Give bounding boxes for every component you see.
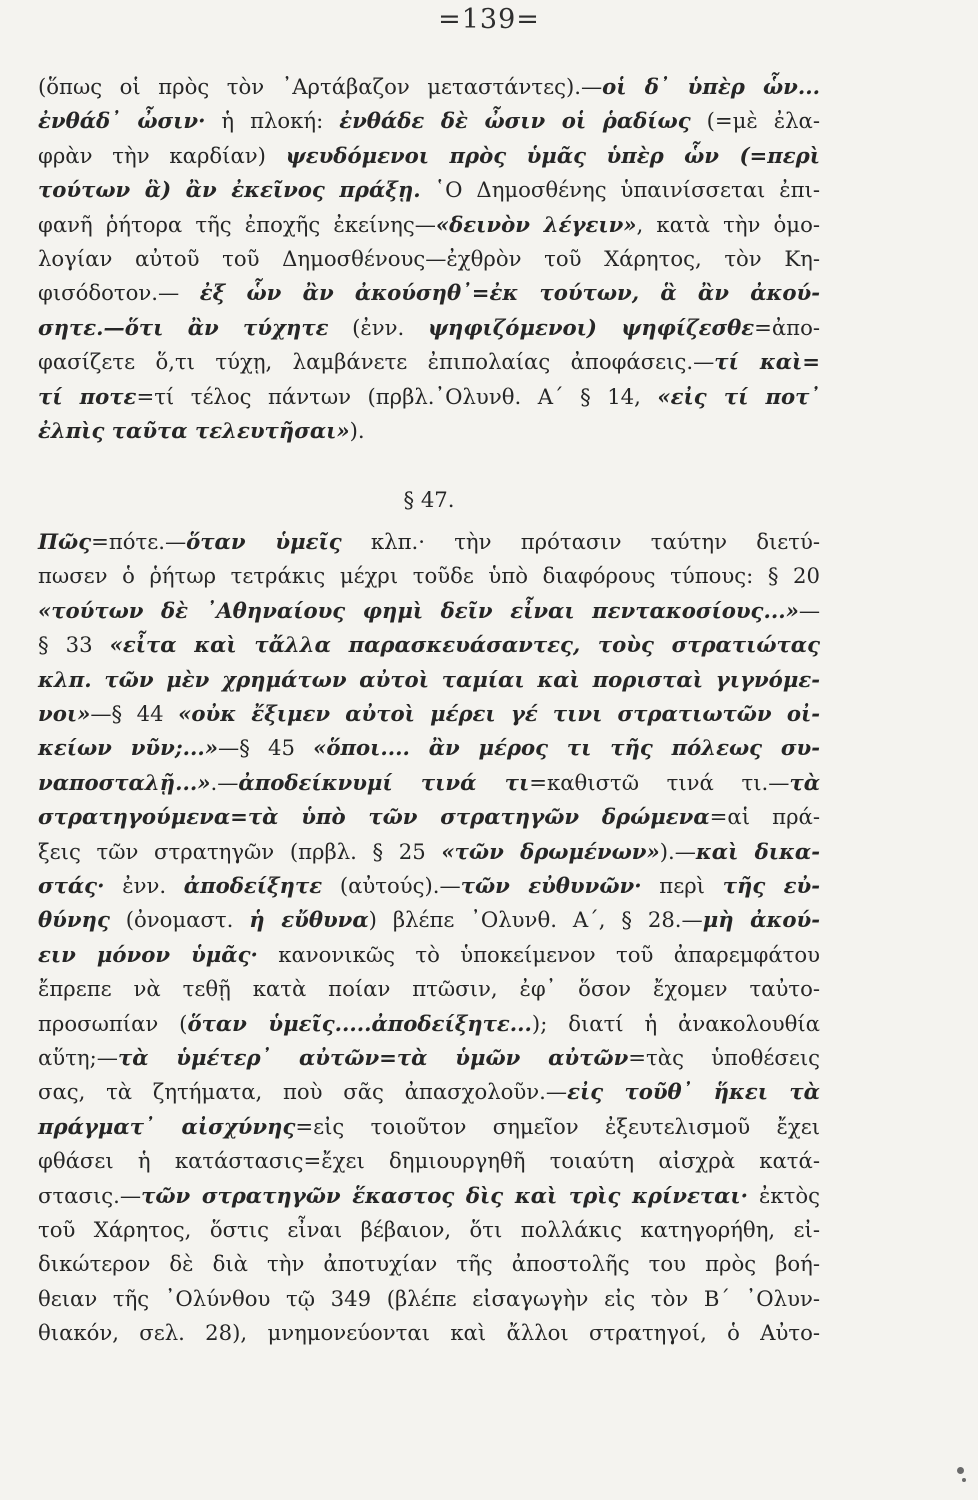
gloss-text: =εἰς τοιοῦτον σημεῖον ἐξευτελισμοῦ ἔχει xyxy=(295,1113,820,1139)
text-line xyxy=(38,208,820,242)
lemma-text: «ὅποι.... ἂν μέρος τι τῆς πόλεως συ- xyxy=(313,735,820,761)
lemma-text: εἰς τοῦθ᾿ ἥκει τὰ xyxy=(567,1079,820,1105)
gloss-text: =πότε.— xyxy=(91,529,187,555)
gloss-text: ἡ πλοκή: xyxy=(205,108,340,134)
gloss-text: ῾Ο Δημοσθένης ὑπαινίσσεται ἐπι- xyxy=(420,177,820,203)
lemma-text: ναποσταλῇ...» xyxy=(38,769,211,795)
text-line xyxy=(38,1144,820,1178)
gloss-text: ). xyxy=(349,417,365,443)
gloss-text: =τί τέλος πάντων (πρβλ.᾿Ολυνθ. Α΄ § 14, xyxy=(136,383,658,409)
lemma-text: στάς· xyxy=(38,872,105,898)
lemma-text: τί ποτε xyxy=(38,383,137,409)
lemma-text: ὅταν ὑμεῖς xyxy=(186,529,342,555)
lemma-text: «τῶν δρωμένων» xyxy=(441,838,660,864)
text-line xyxy=(38,869,820,903)
text-line xyxy=(38,1282,820,1316)
gloss-text: —§ 45 xyxy=(218,735,314,761)
gloss-text: (ἐνν. xyxy=(328,314,428,340)
lemma-text: τούτων ἃ) ἂν ἐκεῖνος πράξῃ. xyxy=(38,177,421,203)
lemma-text: τῆς εὐ- xyxy=(722,872,821,898)
lemma-text: νοι» xyxy=(38,701,91,727)
section-spacer xyxy=(38,517,820,525)
gloss-text: δικώτερον δὲ διὰ τὴν ἀποτυχίαν τῆς ἀποστολῆς του πρὸς βοή- xyxy=(38,1251,820,1277)
lemma-text: κλπ. τῶν μὲν χρημάτων αὐτοὶ ταμίαι καὶ πορισταὶ γιγνόμε- xyxy=(38,666,820,692)
gloss-text: λογίαν αὐτοῦ τοῦ Δημοσθένους—ἐχθρὸν τοῦ Χάρητος, τὸν Κη- xyxy=(38,245,820,271)
lemma-text: θύνης xyxy=(38,907,110,933)
text-line xyxy=(38,70,820,104)
gloss-text: προσωπίαν ( xyxy=(38,1010,188,1036)
lemma-text: τῶν εὐθυνῶν· xyxy=(460,872,642,898)
gloss-text: φθάσει ἡ κατάστασις=ἔχει δημιουργηθῆ τοιαύτη αἰσχρὰ κατά- xyxy=(38,1148,820,1174)
lemma-text: τὰ ὑμέτερ᾿ αὐτῶν=τὰ ὑμῶν αὐτῶν xyxy=(117,1044,629,1070)
text-line xyxy=(38,628,820,662)
lemma-text: «δεινὸν λέγειν» xyxy=(435,211,637,237)
text-line xyxy=(38,800,820,834)
gloss-text: =ἀπο- xyxy=(754,314,821,340)
lemma-text: ψευδόμενοι πρὸς ὑμᾶς ὑπὲρ ὧν (=περὶ xyxy=(285,142,820,168)
text-line xyxy=(38,276,820,310)
lemma-text: Πῶς xyxy=(38,529,92,555)
gloss-text: περὶ xyxy=(641,872,723,898)
gloss-text: ).— xyxy=(659,838,696,864)
gloss-text: θειαν τῆς ᾿Ολύνθου τῷ 349 (βλέπε εἰσαγωγὴν εἰς τὸν Β΄ ᾿Ολυν- xyxy=(38,1285,820,1311)
gloss-text: κλπ.· τὴν πρότασιν ταύτην διετύ- xyxy=(341,529,821,555)
text-line xyxy=(38,938,820,972)
text-line xyxy=(38,311,820,345)
lemma-text: ἀποδείξητε xyxy=(183,872,323,898)
gloss-text: (=μὲ ἐλα- xyxy=(690,108,820,134)
gloss-text: (ὀνομαστ. xyxy=(109,907,250,933)
print-speck xyxy=(962,1478,966,1482)
gloss-text: ἐνν. xyxy=(104,872,184,898)
lemma-text: «εἰς τί ποτ᾿ xyxy=(657,383,820,409)
section-heading xyxy=(38,483,820,517)
lemma-text: ειν μόνον ὑμᾶς· xyxy=(38,941,258,967)
text-line xyxy=(38,972,820,1006)
gloss-text: § 33 xyxy=(38,632,110,658)
gloss-text: .— xyxy=(210,769,239,795)
gloss-text: αὕτη;— xyxy=(38,1044,118,1070)
lemma-text: τὰ xyxy=(789,769,820,795)
gloss-text: πωσεν ὁ ῥήτωρ τετράκις μέχρι τοῦδε ὑπὸ διαφόρους τύπους: § 20 xyxy=(38,563,820,589)
gloss-text: φρὰν τὴν καρδίαν) xyxy=(38,142,286,168)
lemma-text: ἐξ ὧν ἂν ἀκούσηθ᾿=ἐκ τούτων, ἃ ἂν ἀκού- xyxy=(199,280,821,306)
lemma-text: μὴ ἀκού- xyxy=(702,907,820,933)
lemma-text: καὶ δικα- xyxy=(695,838,821,864)
text-line xyxy=(38,1075,820,1109)
lemma-text: ἐνθάδε δὲ ὦσιν οἱ ῥαδίως xyxy=(339,108,691,134)
gloss-text: θιακόν, σελ. 28), μνημονεύονται καὶ ἄλλοι στρατηγοί, ὁ Αὐτο- xyxy=(38,1320,820,1346)
lemma-text: ἀποδείκνυμί τινά τι xyxy=(238,769,530,795)
lemma-text: «τούτων δὲ ᾿Αθηναίους φημὶ δεῖν εἶναι πεντακοσίους...» xyxy=(38,597,799,623)
lemma-text: «οὐκ ἔξιμεν αὐτοὶ μέρει γέ τινι στρατιωτῶν οἰ- xyxy=(178,701,820,727)
text-line xyxy=(38,594,820,628)
text-line xyxy=(38,1110,820,1144)
gloss-text: =αἱ πρά- xyxy=(709,804,820,830)
gloss-text: ) βλέπε ᾿Ολυνθ. Α΄, § 28.— xyxy=(368,907,703,933)
gloss-text: =τὰς ὑποθέσεις xyxy=(628,1044,820,1070)
page-number: =139= xyxy=(438,4,540,35)
gloss-text: στασις.— xyxy=(38,1182,142,1208)
gloss-text: =καθιστῶ τινά τι.— xyxy=(529,769,790,795)
gloss-text: — xyxy=(798,597,820,623)
gloss-text: ); διατί ἡ ἀνακολουθία xyxy=(531,1010,820,1036)
text-line xyxy=(38,1041,820,1075)
lemma-text: τῶν στρατηγῶν ἕκαστος δὶς καὶ τρὶς κρίνεται· xyxy=(141,1182,749,1208)
text-line xyxy=(38,766,820,800)
gloss-text: § 47. xyxy=(403,486,455,512)
section-spacer xyxy=(38,448,820,482)
text-line xyxy=(38,104,820,138)
text-line xyxy=(38,559,820,593)
gloss-text: ἐκτὸς xyxy=(748,1182,820,1208)
lemma-text: τί καὶ= xyxy=(714,349,821,375)
text-line xyxy=(38,139,820,173)
text-line xyxy=(38,345,820,379)
gloss-text: —§ 44 xyxy=(90,701,179,727)
text-line xyxy=(38,525,820,559)
text-line xyxy=(38,731,820,765)
text-line xyxy=(38,1007,820,1041)
text-line xyxy=(38,414,820,448)
lemma-text: οἱ δ᾿ ὑπὲρ ὧν... xyxy=(602,74,821,99)
gloss-text: (ὅπως οἱ πρὸς τὸν ᾿Αρτάβαζον μεταστάντες).— xyxy=(38,74,603,99)
gloss-text: φισόδοτον.— xyxy=(38,280,200,306)
text-line xyxy=(38,173,820,207)
gloss-text: ἔπρεπε νὰ τεθῇ κατὰ ποίαν πτῶσιν, ἐφ᾿ ὅσον ἔχομεν ταὐτο- xyxy=(38,976,820,1002)
lemma-text: στρατηγούμενα=τὰ ὑπὸ τῶν στρατηγῶν δρώμενα xyxy=(38,804,710,830)
gloss-text: (αὐτούς).— xyxy=(322,872,461,898)
print-speck xyxy=(957,1467,964,1474)
text-line xyxy=(38,835,820,869)
commentary-text xyxy=(38,70,820,1350)
lemma-text: ἐνθάδ᾿ ὦσιν· xyxy=(38,108,206,134)
lemma-text: ἐλπὶς ταῦτα τελευτῆσαι» xyxy=(38,417,350,443)
text-line xyxy=(38,697,820,731)
lemma-text: σητε.—ὅτι ἂν τύχητε xyxy=(38,314,329,340)
lemma-text: «εἶτα καὶ τἄλλα παρασκευάσαντες, τοὺς στρατιώτας xyxy=(109,632,820,658)
lemma-text: ὅταν ὑμεῖς.....ἀποδείξητε... xyxy=(187,1010,532,1036)
gloss-text: κανονικῶς τὸ ὑποκείμενον τοῦ ἀπαρεμφάτου xyxy=(257,941,820,967)
text-line xyxy=(38,663,820,697)
text-line xyxy=(38,242,820,276)
gloss-text: φανῆ ῥήτορα τῆς ἐποχῆς ἐκείνης— xyxy=(38,211,436,237)
text-line xyxy=(38,1179,820,1213)
lemma-text: πράγματ᾿ αἰσχύνης xyxy=(38,1113,296,1139)
text-line xyxy=(38,1213,820,1247)
text-line xyxy=(38,903,820,937)
gloss-text: φασίζετε ὅ,τι τύχῃ, λαμβάνετε ἐπιπολαίας ἀποφάσεις.— xyxy=(38,349,715,375)
gloss-text: τοῦ Χάρητος, ὅστις εἶναι βέβαιον, ὅτι πολλάκις κατηγορήθη, εἰ- xyxy=(38,1216,820,1242)
lemma-text: ἡ εὔθυνα xyxy=(249,907,369,933)
text-line xyxy=(38,380,820,414)
text-line xyxy=(38,1316,820,1350)
gloss-text: σας, τὰ ζητήματα, ποὺ σᾶς ἀπασχολοῦν.— xyxy=(38,1079,568,1105)
lemma-text: ψηφιζόμενοι) ψηφίζεσθε xyxy=(427,314,755,340)
gloss-text: , κατὰ τὴν ὁμο- xyxy=(636,211,820,237)
text-line xyxy=(38,1247,820,1281)
gloss-text: ξεις τῶν στρατηγῶν (πρβλ. § 25 xyxy=(38,838,442,864)
lemma-text: κείων νῦν;...» xyxy=(38,735,219,761)
